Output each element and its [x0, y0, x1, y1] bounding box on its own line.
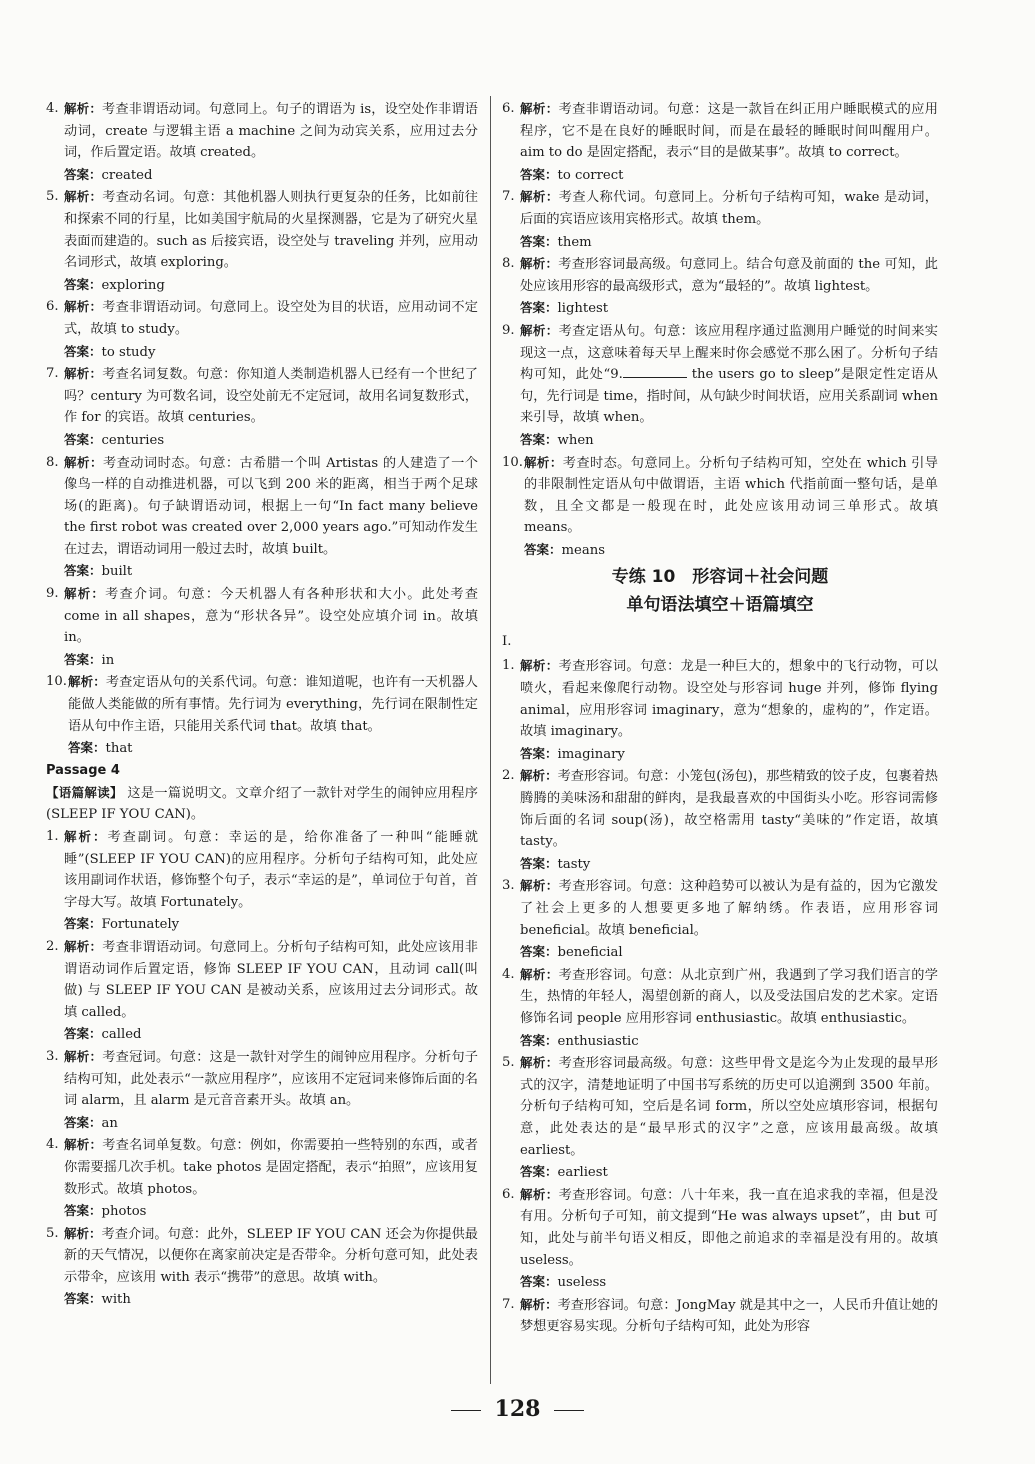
item-number: 6. [502, 101, 515, 116]
analysis-label: 解析 [520, 189, 546, 205]
section-title: 专练 10 形容词＋社会问题 [611, 567, 829, 588]
question-item: 3. 解析：考查冠词。句意：这是一款针对学生的闹钟应用程序。分析句子结构可知，此处表示“一款应用程序”，应该用不定冠词来修饰后面的名词 alarm，且 alarm 是元音音素开头。故填 an。 [46, 1046, 478, 1112]
answer-line: 答案：beneficial [520, 944, 623, 961]
answer-text: when [557, 432, 594, 448]
question-item: 9. 解析：考查介词。句意：今天机器人有各种形状和大小。此处考查 come in all shapes，意为“形状各异”。设空处应填介词 in。故填 in。 [46, 583, 478, 649]
answer-label: 答案 [64, 1203, 90, 1219]
item-number: 5. [502, 1055, 515, 1071]
item-number: 8. [502, 256, 515, 272]
answer-label: 答案 [64, 1026, 90, 1042]
answer-line: 答案：in [64, 651, 115, 668]
answer-label: 答案 [64, 1114, 90, 1130]
reading-label: 【语篇解读】 [46, 784, 123, 800]
answer-line: 答案：lightest [520, 300, 609, 317]
analysis-label: 解析 [64, 366, 90, 382]
answer-label: 答案 [64, 276, 90, 292]
answer-label: 答案 [520, 233, 546, 249]
answer-line: 答案：called [64, 1026, 142, 1043]
question-item: 6. 解析：考查形容词。句意：八十年来，我一直在追求我的幸福，但是没有用。分析句子可知，前文提到“He was always upset”，由 but 可知，此处与前半句语义相反，即他之前追求的幸福是没有用的。故填 useless。 [502, 1184, 938, 1271]
answer-label: 答案 [520, 1032, 546, 1048]
item-number: 10. [46, 674, 67, 690]
item-text: 考查形容词。句意：小笼包(汤包)，那些精致的饺子皮，包裹着热腾腾的美味汤和甜甜的鲜肉，是我最喜欢的中国街头小吃。形容词需修饰后面的名词 soup(汤)，故空格需用 tasty“美味的”作定语，故填 tasty。 [520, 769, 938, 850]
question-item: 10. 解析：考查定语从句的关系代词。句意：谁知道呢，也许有一天机器人能做人类能做的所有事情。先行词为 everything，先行词在限制性定语从句中作主语，只能用关系代词 that。故填 that。 [46, 671, 478, 737]
item-text: 考查介词。句意：此外，SLEEP IF YOU CAN 还会为你提供最新的天气情况，以便你在离家前决定是否带伞。分析句意可知，此处表示带伞，应该用 with 表示“携带”的意思。故填 with。 [64, 1226, 478, 1285]
item-number: 5. [46, 1225, 59, 1241]
answer-text: tasty [557, 856, 591, 872]
answer-label: 答案 [520, 745, 546, 761]
question-item: 6. 解析：考查非谓语动词。句意同上。设空处为目的状语，应用动词不定式，故填 to study。 [46, 296, 478, 340]
question-item: 7. 解析：考查形容词。句意：JongMay 就是其中之一，人民币升值让她的梦想更容易实现。分析句子结构可知，此处为形容 [502, 1294, 938, 1338]
analysis-label: 解析 [64, 1048, 90, 1064]
section-subtitle: 单句语法填空＋语篇填空 [626, 595, 814, 616]
answer-text: to study [101, 344, 156, 360]
page-number: 128 [0, 1396, 1035, 1422]
answer-label: 答案 [64, 563, 90, 579]
question-item: 5. 解析：考查介词。句意：此外，SLEEP IF YOU CAN 还会为你提供最新的天气情况，以便你在离家前决定是否带伞。分析句意可知，此处表示带伞，应该用 with 表示“携带”的意思。故填 with。 [46, 1223, 478, 1289]
analysis-label: 解析 [520, 878, 546, 894]
answer-label: 答案 [64, 166, 90, 182]
analysis-label: 解析 [64, 1225, 90, 1241]
answer-line: 答案：centuries [64, 431, 165, 448]
item-number: 7. [502, 1296, 515, 1312]
question-item: 5. 解析：考查形容词最高级。句意：这些甲骨文是迄今为止发现的最早形式的汉字，清楚地证明了中国书写系统的历史可以追溯到 3500 年前。分析句子结构可知，空后是名词 form，所以空处应填形容词，根据句意，此处表达的是“最早形式的汉字”之意，应该用最高级。故填 earliest。 [502, 1052, 938, 1161]
item-text: 考查形容词。句意：从北京到广州，我遇到了学习我们语言的学生，热情的年轻人，渴望创新的商人，以及受法国启发的艺术家。定语修饰名词 people 应用形容词 enthusiastic。故填 enthusiastic。 [520, 967, 938, 1026]
answer-line: 答案：earliest [520, 1164, 608, 1181]
answer-label: 答案 [524, 541, 550, 557]
analysis-label: 解析 [524, 454, 550, 470]
answer-text: Fortunately [101, 917, 180, 933]
answer-label: 答案 [64, 651, 90, 667]
answer-label: 答案 [68, 740, 94, 756]
answer-line: 答案：to study [64, 343, 156, 360]
analysis-label: 解析 [520, 256, 546, 272]
item-text: 考查人称代词。句意同上。分析句子结构可知，wake 是动词，后面的宾语应该用宾格形式。故填 them。 [520, 190, 938, 227]
item-number: 2. [502, 768, 515, 784]
item-text: 考查冠词。句意：这是一款针对学生的闹钟应用程序。分析句子结构可知，此处表示“一款应用程序”，应该用不定冠词来修饰后面的名词 alarm，且 alarm 是元音音素开头。故填 an。 [64, 1049, 478, 1109]
answer-text: photos [101, 1204, 147, 1220]
item-number: 1. [46, 829, 59, 844]
item-text: 考查介词。句意：今天机器人有各种形状和大小。此处考查 come in all shapes，意为“形状各异”。设空处应填介词 in。故填 in。 [64, 587, 478, 646]
item-number: 5. [46, 189, 59, 205]
item-text: 考查动名词。句意：其他机器人则执行更复杂的任务，比如前往和探索不同的行星，比如美国宇航局的火星探测器，它是为了研究火星表面而建造的。such as 后接宾语，设空处与 traveling 并列，应用动名词形式，故填 exploring。 [64, 190, 478, 271]
answer-line: 答案：that [68, 740, 133, 757]
answer-text: called [101, 1027, 142, 1043]
item-text: 考查定语从句的关系代词。句意：谁知道呢，也许有一天机器人能做人类能做的所有事情。先行词为 everything，先行词在限制性定语从句中作主语，只能用关系代词 that。故填 that。 [68, 675, 478, 734]
answer-label: 答案 [64, 916, 90, 932]
item-text: 考查时态。句意同上。分析句子结构可知，空处在 which 引导的非限制性定语从句中做谓语，主语 which 代指前面一整句话，是单数，且全文都是一般现在时，此处应该用动词三单形式。故填 means。 [524, 455, 938, 536]
answer-line: 答案：them [520, 233, 592, 250]
answer-text: enthusiastic [557, 1033, 639, 1049]
answer-text: in [101, 652, 115, 668]
answer-label: 答案 [64, 343, 90, 359]
answer-line: 答案：with [64, 1291, 131, 1308]
answer-text: lightest [557, 301, 609, 317]
answer-text: centuries [101, 432, 165, 448]
answer-line: 答案：tasty [520, 855, 591, 872]
passage-heading: Passage 4 [46, 762, 120, 778]
analysis-label: 解析 [68, 674, 94, 690]
answer-label: 答案 [520, 944, 546, 960]
analysis-label: 解析 [64, 1137, 90, 1153]
question-item: 4. 解析：考查形容词。句意：从北京到广州，我遇到了学习我们语言的学生，热情的年轻人，渴望创新的商人，以及受法国启发的艺术家。定语修饰名词 people 应用形容词 enthusiastic。故填 enthusiastic。 [502, 964, 938, 1030]
analysis-label: 解析 [520, 658, 546, 674]
answer-line: 答案：exploring [64, 276, 165, 293]
question-item: 1. 解析：考查副词。句意：幸运的是，给你准备了一种叫“能睡就睡”(SLEEP IF YOU CAN)的应用程序。分析句子结构可知，此处应该用副词作状语，修饰整个句子，表示“幸运的是”，单词位于句首，首字母大写。故填 Fortunately。 [46, 826, 478, 913]
answer-line: 答案：enthusiastic [520, 1032, 639, 1049]
analysis-label: 解析 [520, 322, 546, 338]
reading-summary [46, 782, 478, 826]
answer-line: 答案：means [524, 541, 605, 558]
answer-text: created [101, 167, 153, 183]
item-number: 9. [502, 322, 515, 338]
item-number: 10. [502, 454, 523, 470]
question-item: 8. 解析：考查动词时态。句意：古希腊一个叫 Artistas 的人建造了一个像鸟一样的自动推进机器，可以飞到 200 米的距离，相当于两个足球场(的距离)。句子缺谓语动词，根据上一句“In fact many believe the first robot was created over 2,000 years ago.”可知动作发生在过去，谓语动词用一般过去时，故填 built。 [46, 452, 478, 561]
item-text: 考查形容词最高级。句意：这些甲骨文是迄今为止发现的最早形式的汉字，清楚地证明了中国书写系统的历史可以追溯到 3500 年前。分析句子结构可知，空后是名词 form，所以空处应填形容词，根据句意，此处表达的是“最早形式的汉字”之意，应该用最高级。故填 earliest。 [520, 1056, 938, 1158]
analysis-label: 解析 [64, 101, 90, 116]
item-text-cont: the users go to sleep”是限定性定语从句，先行词是 time，指时间，从句缺少时间状语，应用关系副词 when 来引导，故填 when。 [520, 367, 938, 426]
item-number: 3. [46, 1048, 59, 1064]
answer-line: 答案：an [64, 1114, 118, 1131]
item-text: 考查名词单复数。句意：例如，你需要拍一些特别的东西，或者你需要摇几次手机。take photos 是固定搭配，表示“拍照”，应该用复数形式。故填 photos。 [64, 1138, 478, 1197]
item-text: 考查副词。句意：幸运的是，给你准备了一种叫“能睡就睡”(SLEEP IF YOU CAN)的应用程序。分析句子结构可知，此处应该用副词作状语，修饰整个句子，表示“幸运的是”，单词位于句首，首字母大写。故填 Fortunately。 [64, 830, 478, 910]
answer-text: exploring [101, 277, 165, 293]
analysis-label: 解析 [64, 586, 92, 602]
answer-line: 答案：imaginary [520, 745, 625, 762]
item-number: 6. [502, 1186, 515, 1202]
answer-text: imaginary [557, 746, 625, 762]
answer-label: 答案 [520, 431, 546, 447]
question-item: 7. 解析：考查名词复数。句意：你知道人类制造机器人已经有一个世纪了吗？century 为可数名词，设空处前无不定冠词，故用名词复数形式，作 for 的宾语。故填 centuries。 [46, 363, 478, 429]
analysis-label: 解析 [64, 299, 90, 315]
item-number: 1. [502, 658, 515, 674]
answer-text: beneficial [557, 945, 623, 961]
analysis-label: 解析 [520, 1055, 546, 1071]
answer-line: 答案：created [64, 166, 153, 183]
question-item: 2. 解析：考查非谓语动词。句意同上。分析句子结构可知，此处应该用非谓语动词作后置定语，修饰 SLEEP IF YOU CAN，且动词 call(叫做) 与 SLEEP IF YOU CAN 是被动关系，应该用过去分词形式。故填 called。 [46, 936, 478, 1023]
question-item: 4. 解析：考查名词单复数。句意：例如，你需要拍一些特别的东西，或者你需要摇几次手机。take photos 是固定搭配，表示“拍照”，应该用复数形式。故填 photos。 [46, 1134, 478, 1200]
item-number: 4. [46, 1137, 59, 1153]
answer-text: useless [557, 1275, 607, 1291]
item-text: 考查定语从句。句意：该应用程序通过监测用户睡觉的时间来实现这一点，这意味着每天早上醒来时你会感觉不那么困了。分析句子结构可知，此处“9. [520, 323, 938, 383]
analysis-label: 解析 [520, 1296, 546, 1312]
answer-blank [623, 365, 687, 378]
right-column [502, 98, 938, 1338]
answer-text: that [105, 741, 133, 757]
question-item: 6. 解析：考查非谓语动词。句意：这是一款旨在纠正用户睡眠模式的应用程序，它不是在良好的睡眠时间，而是在最轻的睡眠时间叫醒用户。aim to do 是固定搭配，表示“目的是做某事”。故填 to correct。 [502, 98, 938, 164]
answer-line: 答案：useless [520, 1274, 607, 1291]
part-marker: Ⅰ. [502, 634, 512, 650]
item-number: 2. [46, 938, 59, 954]
item-text: 考查名词复数。句意：你知道人类制造机器人已经有一个世纪了吗？century 为可数名词，设空处前无不定冠词，故用名词复数形式，作 for 的宾语。故填 centuries。 [64, 367, 478, 426]
analysis-label: 解析 [520, 101, 546, 116]
item-number: 6. [46, 299, 59, 315]
item-text: 考查非谓语动词。句意同上。句子的谓语为 is，设空处作非谓语动词，create 与逻辑主语 a machine 之间为动宾关系，应用过去分词，作后置定语。故填 created。 [64, 102, 478, 161]
answer-text: built [101, 564, 133, 580]
column-divider [490, 96, 491, 1384]
answer-text: earliest [557, 1165, 608, 1181]
item-text: 考查形容词最高级。句意同上。结合句意及前面的 the 可知，此处应该用形容的最高级形式，意为“最轻的”。故填 lightest。 [520, 257, 938, 294]
analysis-label: 解析 [64, 189, 90, 205]
answer-line: 答案：when [520, 431, 594, 448]
item-number: 9. [46, 586, 59, 602]
item-text: 考查形容词。句意：JongMay 就是其中之一，人民币升值让她的梦想更容易实现。分析句子结构可知，此处为形容 [520, 1297, 938, 1335]
answer-line: 答案：photos [64, 1203, 147, 1220]
answer-text: with [101, 1292, 131, 1308]
analysis-label: 解析 [64, 829, 93, 844]
item-number: 4. [502, 966, 515, 982]
item-text: 考查非谓语动词。句意同上。设空处为目的状语，应用动词不定式，故填 to study。 [64, 300, 478, 337]
answer-label: 答案 [64, 431, 90, 447]
analysis-label: 解析 [520, 1186, 546, 1202]
item-number: 3. [502, 878, 515, 894]
answer-label: 答案 [520, 855, 546, 871]
question-item: 9. 解析：考查定语从句。句意：该应用程序通过监测用户睡觉的时间来实现这一点，这意味着每天早上醒来时你会感觉不那么困了。分析句子结构可知，此处“9. the users go to sleep”是限定性定语从句，先行词是 time，指时间，从句缺少时间状语，应用关系副词 when 来引导，故填 when。 [502, 320, 938, 429]
answer-line: 答案：to correct [520, 166, 624, 183]
answer-label: 答案 [520, 1274, 546, 1290]
answer-line: 答案：Fortunately [64, 916, 180, 933]
question-item: 5. 解析：考查动名词。句意：其他机器人则执行更复杂的任务，比如前往和探索不同的行星，比如美国宇航局的火星探测器，它是为了研究火星表面而建造的。such as 后接宾语，设空处与 traveling 并列，应用动名词形式，故填 exploring。 [46, 186, 478, 273]
item-text: 考查动词时态。句意：古希腊一个叫 Artistas 的人建造了一个像鸟一样的自动推进机器，可以飞到 200 米的距离，相当于两个足球场(的距离)。句子缺谓语动词，根据上一句“In fact many believe the first robot was created over 2,000 years ago.”可知动作发生在过去，谓语动词用一般过去时，故填 built。 [64, 455, 478, 557]
analysis-label: 解析 [520, 966, 546, 982]
question-item: 1. 解析：考查形容词。句意：龙是一种巨大的，想象中的飞行动物，可以喷火，看起来像爬行动物。设空处与形容词 huge 并列，修饰 flying animal，应用形容词 imaginary，意为“想象的，虚构的”，作定语。故填 imaginary。 [502, 655, 938, 742]
answer-line: 答案：built [64, 563, 133, 580]
item-text: 考查非谓语动词。句意：这是一款旨在纠正用户睡眠模式的应用程序，它不是在良好的睡眠时间，而是在最轻的睡眠时间叫醒用户。aim to do 是固定搭配，表示“目的是做某事”。故填 to correct。 [520, 102, 938, 161]
answer-label: 答案 [64, 1291, 90, 1307]
item-text: 考查形容词。句意：这种趋势可以被认为是有益的，因为它激发了社会上更多的人想要更多地了解纳绣。作表语，应用形容词 beneficial。故填 beneficial。 [520, 879, 938, 938]
question-item: 10. 解析：考查时态。句意同上。分析句子结构可知，空处在 which 引导的非限制性定语从句中做谓语，主语 which 代指前面一整句话，是单数，且全文都是一般现在时，此处应该用动词三单形式。故填 means。 [502, 452, 938, 539]
left-column [46, 98, 478, 1311]
answer-label: 答案 [520, 1164, 546, 1180]
reading-text: 这是一篇说明文。文章介绍了一款针对学生的闹钟应用程序(SLEEP IF YOU CAN)。 [46, 785, 478, 823]
question-item: 7. 解析：考查人称代词。句意同上。分析句子结构可知，wake 是动词，后面的宾语应该用宾格形式。故填 them。 [502, 186, 938, 230]
question-item: 3. 解析：考查形容词。句意：这种趋势可以被认为是有益的，因为它激发了社会上更多的人想要更多地了解纳绣。作表语，应用形容词 beneficial。故填 beneficial。 [502, 875, 938, 941]
analysis-label: 解析 [64, 454, 90, 470]
question-item: 2. 解析：考查形容词。句意：小笼包(汤包)，那些精致的饺子皮，包裹着热腾腾的美味汤和甜甜的鲜肉，是我最喜欢的中国街头小吃。形容词需修饰后面的名词 soup(汤)，故空格需用 tasty“美味的”作定语，故填 tasty。 [502, 765, 938, 852]
item-text: 考查非谓语动词。句意同上。分析句子结构可知，此处应该用非谓语动词作后置定语，修饰 SLEEP IF YOU CAN，且动词 call(叫做) 与 SLEEP IF YOU CAN 是被动关系，应该用过去分词形式。故填 called。 [64, 939, 478, 1020]
item-text: 考查形容词。句意：龙是一种巨大的，想象中的飞行动物，可以喷火，看起来像爬行动物。设空处与形容词 huge 并列，修饰 flying animal，应用形容词 imaginary，意为“想象的，虚构的”，作定语。故填 imaginary。 [520, 659, 938, 740]
item-number: 7. [502, 189, 515, 205]
answer-text: to correct [557, 167, 624, 183]
question-item: 8. 解析：考查形容词最高级。句意同上。结合句意及前面的 the 可知，此处应该用形容的最高级形式，意为“最轻的”。故填 lightest。 [502, 253, 938, 297]
answer-label: 答案 [520, 166, 546, 182]
analysis-label: 解析 [520, 768, 546, 784]
item-text: 考查形容词。句意：八十年来，我一直在追求我的幸福，但是没有用。分析句子可知，前文提到“He was always upset”，由 but 可知，此处与前半句语义相反，即他之前追求的幸福是没有用的。故填 useless。 [520, 1187, 938, 1268]
answer-text: them [557, 234, 592, 250]
item-number: 7. [46, 366, 59, 382]
item-number: 4. [46, 101, 59, 116]
answer-text: means [561, 542, 605, 558]
item-number: 8. [46, 454, 59, 470]
question-item: 4. 解析：考查非谓语动词。句意同上。句子的谓语为 is，设空处作非谓语动词，create 与逻辑主语 a machine 之间为动宾关系，应用过去分词，作后置定语。故填 created。 [46, 98, 478, 164]
analysis-label: 解析 [64, 938, 90, 954]
answer-text: an [101, 1115, 118, 1131]
answer-label: 答案 [520, 300, 546, 316]
